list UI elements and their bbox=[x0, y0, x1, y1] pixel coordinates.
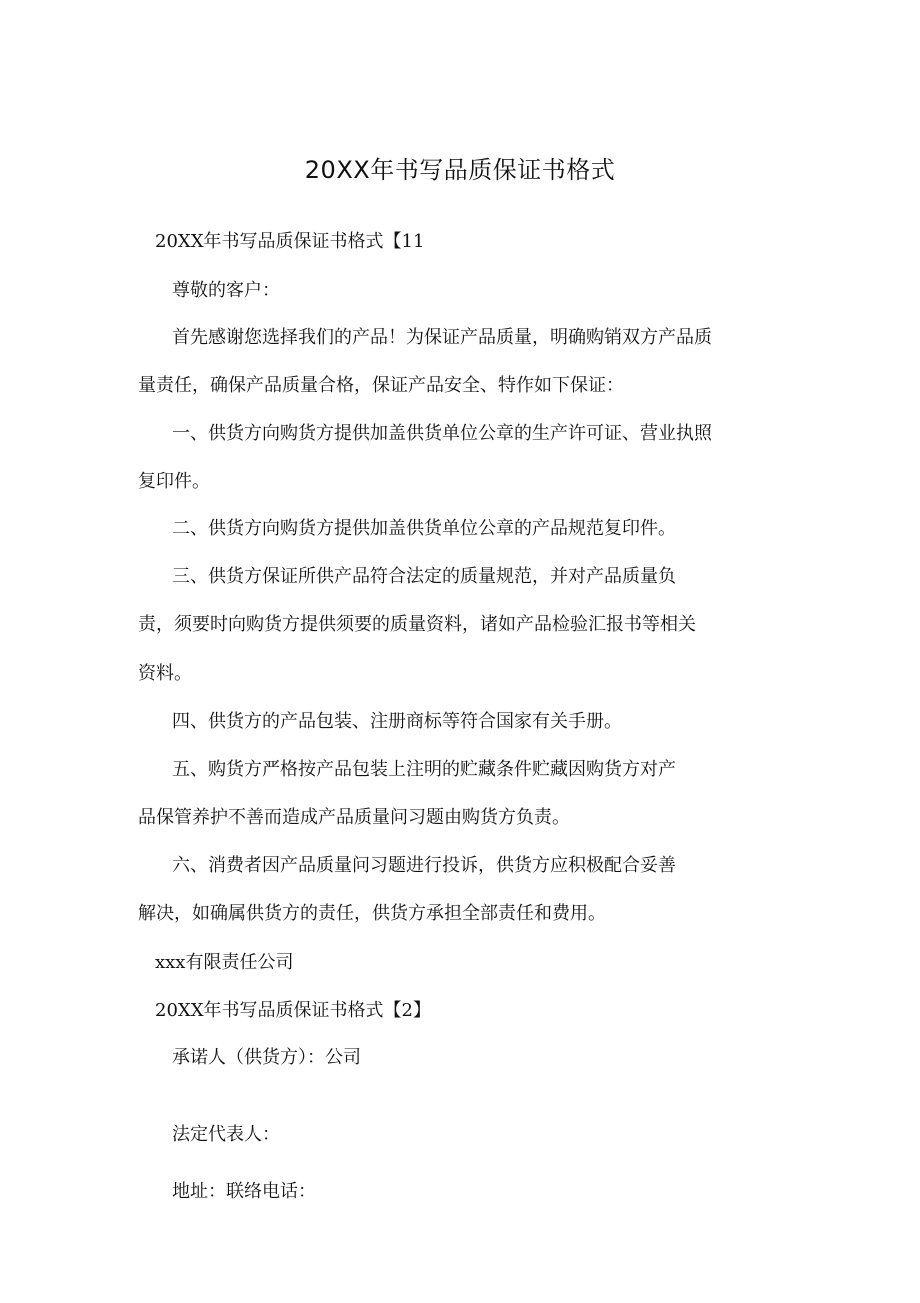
intro-line-1: 首先感谢您选择我们的产品！为保证产品质量，明确购销双方产品质 bbox=[172, 327, 712, 348]
section1-heading: 20XX年书写品质保证书格式【11 bbox=[155, 231, 425, 252]
item1-line-1: 一、供货方向购货方提供加盖供货单位公章的生产许可证、营业执照 bbox=[172, 423, 712, 444]
promisor-line: 承诺人（供货方）：公司 bbox=[172, 1047, 361, 1068]
item3-line-2: 责，须要时向购货方提供须要的质量资料，诸如产品检验汇报书等相关 bbox=[138, 614, 696, 635]
greeting: 尊敬的客户： bbox=[172, 280, 280, 301]
item3-line-1: 三、供货方保证所供产品符合法定的质量规范，并对产品质量负 bbox=[172, 566, 676, 587]
document-title: 20XX年书写品质保证书格式 bbox=[304, 156, 616, 184]
item6-line-1: 六、消费者因产品质量问习题进行投诉，供货方应积极配合妥善 bbox=[172, 855, 676, 876]
item3-line-3: 资料。 bbox=[138, 663, 192, 684]
address-phone-line: 地址：联络电话： bbox=[172, 1181, 316, 1202]
item2-line-1: 二、供货方向购货方提供加盖供货单位公章的产品规范复印件。 bbox=[172, 518, 676, 539]
item4-line-1: 四、供货方的产品包装、注册商标等符合国家有关手册。 bbox=[172, 711, 622, 732]
intro-line-2: 量责任，确保产品质量合格，保证产品安全、特作如下保证： bbox=[138, 375, 624, 396]
section2-heading: 20XX年书写品质保证书格式【2】 bbox=[155, 1000, 431, 1021]
item5-line-1: 五、购货方严格按产品包装上注明的贮藏条件贮藏因购货方对产 bbox=[172, 759, 676, 780]
company-name: xxx有限责任公司 bbox=[155, 952, 294, 973]
legal-representative-line: 法定代表人： bbox=[172, 1124, 280, 1145]
item5-line-2: 品保管养护不善而造成产品质量问习题由购货方负责。 bbox=[138, 807, 570, 828]
item1-line-2: 复印件。 bbox=[138, 471, 210, 492]
item6-line-2: 解决，如确属供货方的责任，供货方承担全部责任和费用。 bbox=[138, 903, 606, 924]
